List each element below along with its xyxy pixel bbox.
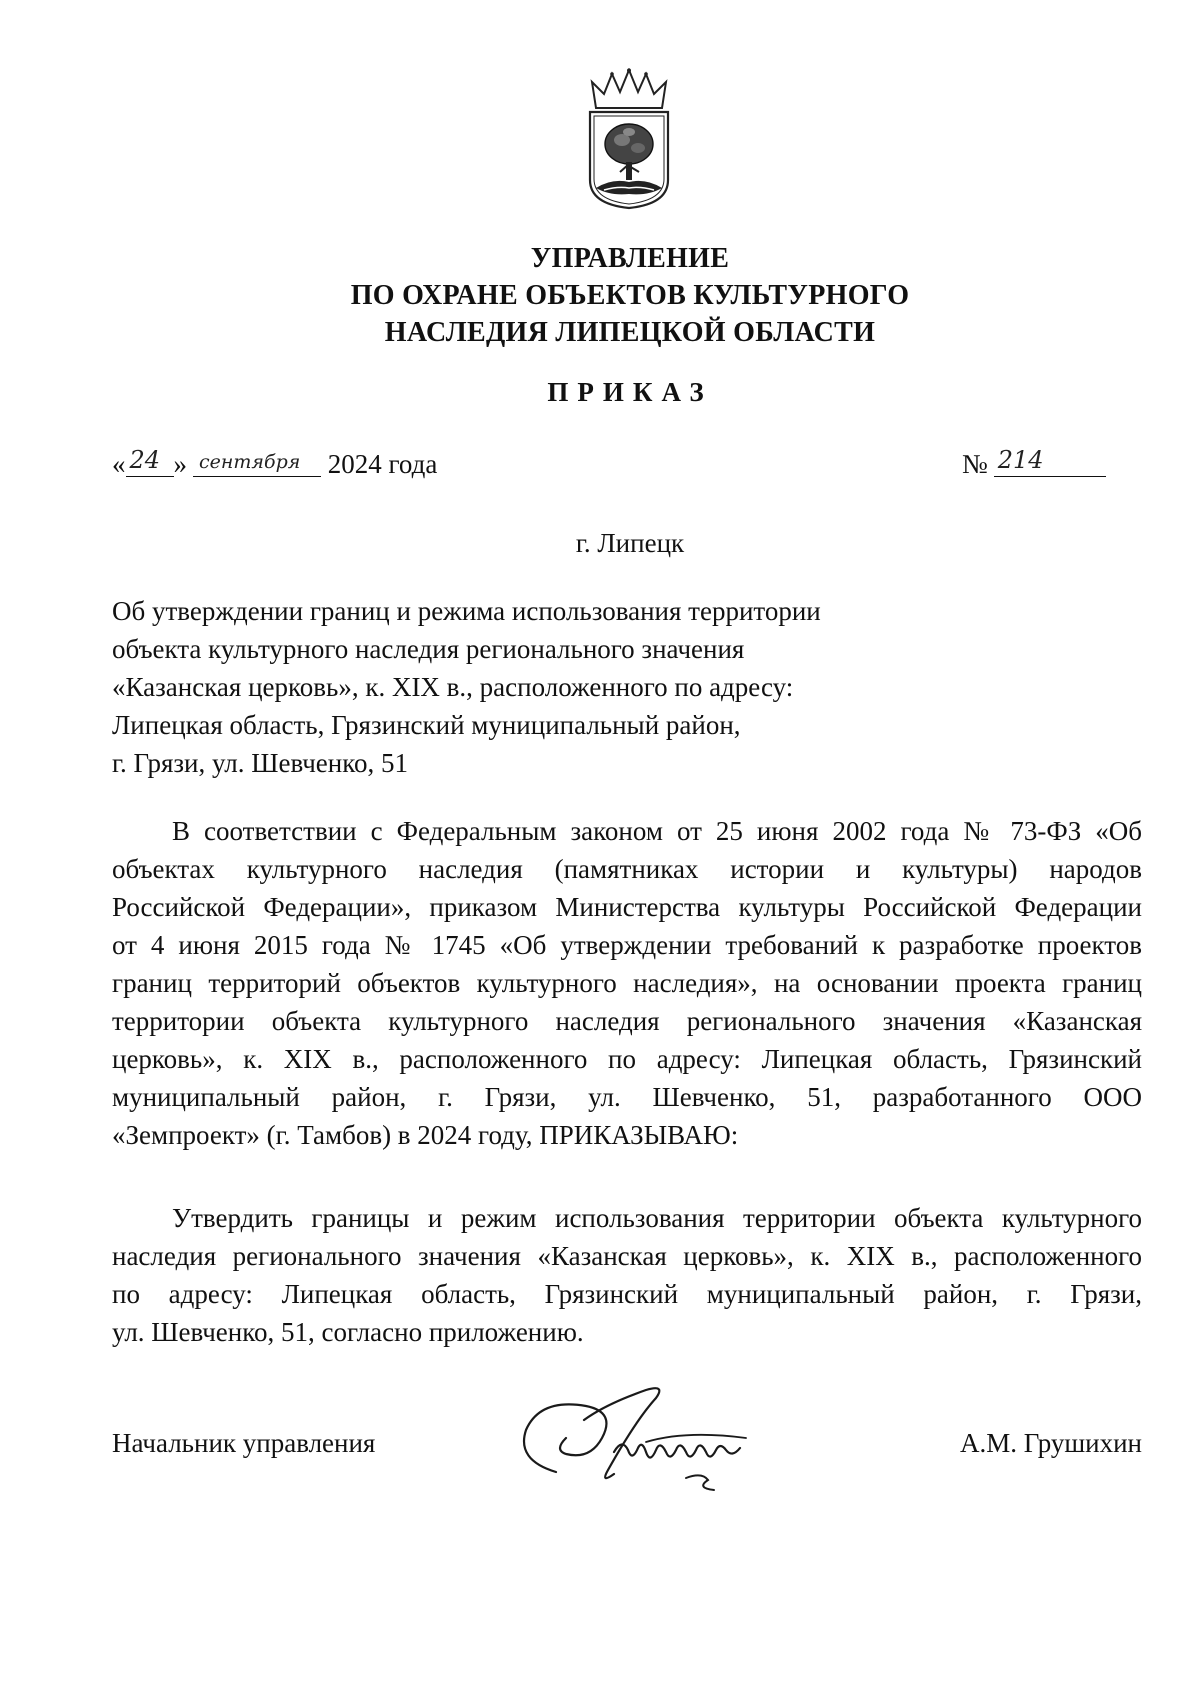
subject-line: Липецкая область, Грязинский муниципальный район, (112, 710, 741, 740)
date-year: 2024 года (327, 449, 438, 479)
date-close-quote: » (173, 449, 187, 479)
paragraph-line: муниципальный район, г. Грязи, ул. Шевченко, 51, разработанного ООО (112, 1082, 1142, 1112)
organization-line-3: НАСЛЕДИЯ ЛИПЕЦКОЙ ОБЛАСТИ (384, 317, 876, 348)
paragraph-line: от 4 июня 2015 года № 1745 «Об утверждении требований к разработке проектов (112, 930, 1142, 960)
subject-line: Об утверждении границ и режима использования территории (112, 596, 821, 626)
paragraph-line: Российской Федерации», приказом Министерства культуры Российской Федерации (112, 892, 1142, 922)
number-label: № (962, 449, 988, 479)
number-value: 214 (997, 446, 1044, 474)
signatory-position: Начальник управления (112, 1428, 376, 1458)
paragraph-line: наследия регионального значения «Казанская церковь», к. XIX в., расположенного (112, 1241, 1142, 1271)
body-paragraph-2 (112, 1199, 1142, 1351)
date-month-value: сентября (199, 451, 301, 473)
subject-line: г. Грязи, ул. Шевченко, 51 (112, 748, 408, 778)
body-paragraph-1 (112, 812, 1142, 1154)
signatory-name: А.М. Грушихин (960, 1428, 1142, 1458)
date-day-value: 24 (129, 446, 161, 474)
paragraph-line: В соответствии с Федеральным законом от 25 июня 2002 года № 73-ФЗ «Об (172, 816, 1142, 846)
subject-line: «Казанская церковь», к. XIX в., расположенного по адресу: (112, 672, 794, 702)
lipetsk-coat-of-arms-icon (582, 68, 676, 210)
paragraph-line: объектах культурного наследия (памятниках истории и культуры) народов (112, 854, 1142, 884)
organization-line-2: ПО ОХРАНЕ ОБЪЕКТОВ КУЛЬТУРНОГО (350, 280, 910, 311)
organization-heading (200, 240, 1060, 351)
city-line: г. Липецк (575, 528, 685, 558)
number-field (994, 446, 1106, 477)
date-month-field (193, 446, 321, 477)
handwritten-signature-icon (496, 1380, 796, 1510)
paragraph-line: Утвердить границы и режим использования территории объекта культурного (172, 1203, 1142, 1233)
paragraph-line: ул. Шевченко, 51, согласно приложению. (112, 1317, 584, 1347)
subject-line: объекта культурного наследия регионального значения (112, 634, 745, 664)
document-subject (112, 592, 872, 782)
organization-line-1: УПРАВЛЕНИЕ (530, 243, 730, 274)
date-open-quote: « (112, 449, 126, 479)
document-number (962, 446, 1106, 480)
paragraph-line: территории объекта культурного наследия регионального значения «Казанская (112, 1006, 1142, 1036)
date-day-field (126, 446, 174, 477)
paragraph-line: по адресу: Липецкая область, Грязинский муниципальный район, г. Грязи, (112, 1279, 1142, 1309)
document-type-title: ПРИКАЗ (547, 377, 713, 407)
paragraph-line: «Земпроект» (г. Тамбов) в 2024 году, ПРИКАЗЫВАЮ: (112, 1120, 739, 1150)
paragraph-line: границ территорий объектов культурного наследия», на основании проекта границ (112, 968, 1142, 998)
document-date (112, 446, 437, 480)
paragraph-line: церковь», к. XIX в., расположенного по адресу: Липецкая область, Грязинский (112, 1044, 1142, 1074)
